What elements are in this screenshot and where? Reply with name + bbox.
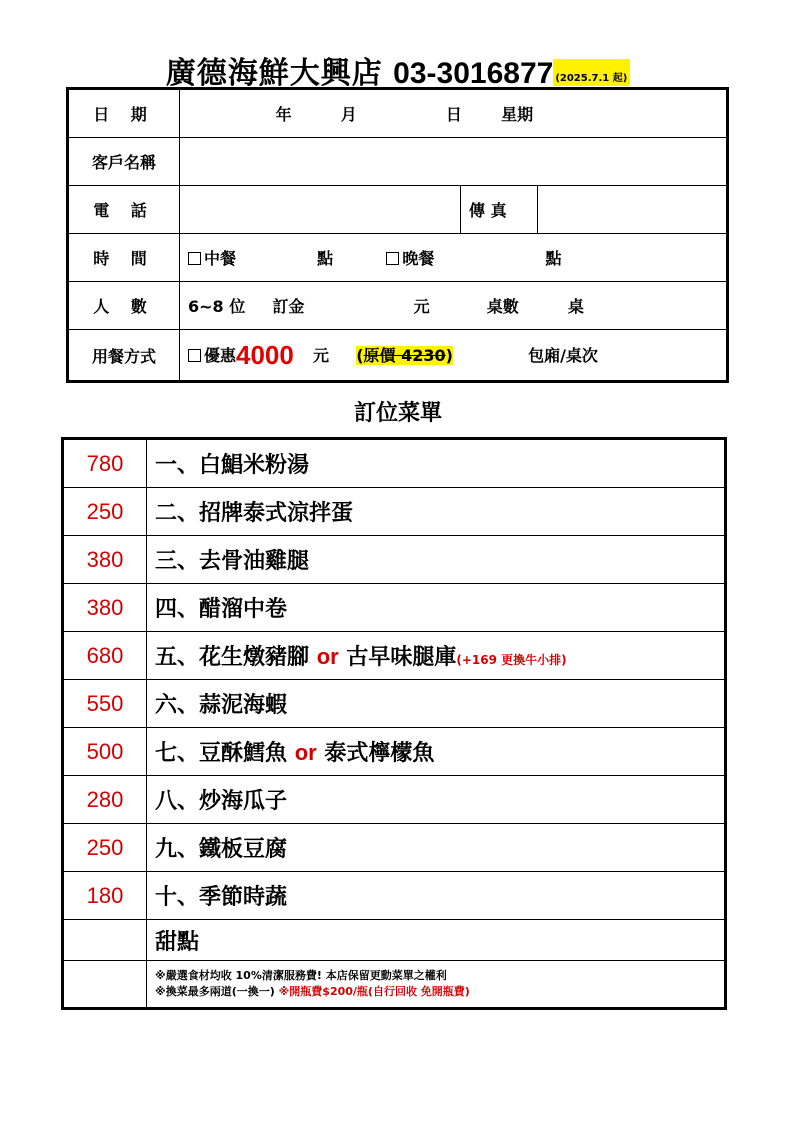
discount-price: 4000 xyxy=(236,339,294,370)
room-label: 包廂/桌次 xyxy=(528,345,598,365)
order-form xyxy=(66,87,729,383)
time-label: 時 間 xyxy=(68,234,180,282)
date-label: 日 期 xyxy=(68,89,180,138)
fax-field[interactable] xyxy=(538,186,728,234)
menu-row xyxy=(63,728,726,776)
menu-notes-row xyxy=(63,961,726,1009)
menu-price: 250 xyxy=(63,488,147,536)
menu-dish: 四、醋溜中卷 xyxy=(147,584,726,632)
menu-row xyxy=(63,536,726,584)
dinner-label: 晚餐 xyxy=(402,249,435,268)
restaurant-title xyxy=(0,48,796,92)
form-row-customer xyxy=(68,138,728,186)
menu-notes xyxy=(147,961,726,1009)
menu-dish: 一、白鯧米粉湯 xyxy=(147,439,726,488)
menu-row xyxy=(63,680,726,728)
original-price: (原價 4230) xyxy=(356,345,453,365)
menu-dish: 甜點 xyxy=(147,920,726,961)
dinner-point-label: 點 xyxy=(545,249,562,268)
discount-checkbox[interactable] xyxy=(188,349,201,362)
menu-price: 380 xyxy=(63,536,147,584)
menu-dish-with-option: 七、豆酥鱈魚 or 泰式檸檬魚 xyxy=(147,728,726,776)
menu-dish-with-option: 五、花生燉豬腳 or 古早味腿庫(+169 更換牛小排) xyxy=(147,632,726,680)
menu-price: 680 xyxy=(63,632,147,680)
phone-label: 電 話 xyxy=(68,186,180,234)
menu-dish: 十、季節時蔬 xyxy=(147,872,726,920)
discount-label: 優惠 xyxy=(204,345,237,365)
people-label: 人 數 xyxy=(68,282,180,330)
menu-price: 380 xyxy=(63,584,147,632)
menu-dish: 九、鐵板豆腐 xyxy=(147,824,726,872)
weekday-label: 星期 xyxy=(501,105,534,124)
people-field xyxy=(180,282,728,330)
notes-empty-cell xyxy=(63,961,147,1009)
menu-row xyxy=(63,584,726,632)
note-line-1: ※嚴選食材均收 10%清潔服務費! 本店保留更動菜單之權利 xyxy=(155,969,447,982)
note-line-2: ※換菜最多兩道(一換一) ※開瓶費$200/瓶(自行回收 免開瓶費) xyxy=(155,985,470,998)
price-unit: 元 xyxy=(313,345,330,365)
menu-price: 780 xyxy=(63,439,147,488)
lunch-checkbox[interactable] xyxy=(188,252,201,265)
menu-price: 500 xyxy=(63,728,147,776)
customer-field[interactable] xyxy=(180,138,728,186)
menu-price xyxy=(63,920,147,961)
fax-label: 傳 真 xyxy=(461,186,538,234)
date-field[interactable] xyxy=(180,89,728,138)
restaurant-phone: 03-3016877 xyxy=(393,57,554,90)
menu-row xyxy=(63,439,726,488)
day-label: 日 xyxy=(445,105,462,124)
customer-label: 客戶名稱 xyxy=(68,138,180,186)
effective-date-badge: (2025.7.1 起) xyxy=(553,59,630,86)
menu-price: 180 xyxy=(63,872,147,920)
restaurant-name: 廣德海鮮大興店 xyxy=(165,56,383,91)
deposit-label: 訂金 xyxy=(272,297,305,316)
menu-price: 250 xyxy=(63,824,147,872)
menu-dish: 六、蒜泥海蝦 xyxy=(147,680,726,728)
lunch-point-label: 點 xyxy=(317,249,334,268)
dining-field xyxy=(180,330,728,382)
menu-row xyxy=(63,632,726,680)
tables-label: 桌數 xyxy=(486,297,519,316)
menu-row xyxy=(63,776,726,824)
time-field xyxy=(180,234,728,282)
people-range: 6~8 位 xyxy=(188,297,246,316)
dining-label: 用餐方式 xyxy=(68,330,180,382)
menu-row xyxy=(63,872,726,920)
menu-row xyxy=(63,488,726,536)
deposit-unit: 元 xyxy=(413,297,430,316)
menu-row xyxy=(63,920,726,961)
form-row-time xyxy=(68,234,728,282)
form-row-people xyxy=(68,282,728,330)
menu-dish: 二、招牌泰式涼拌蛋 xyxy=(147,488,726,536)
month-label: 月 xyxy=(340,105,357,124)
menu-dish: 八、炒海瓜子 xyxy=(147,776,726,824)
menu-price: 550 xyxy=(63,680,147,728)
form-row-phone xyxy=(68,186,728,234)
form-row-dining xyxy=(68,330,728,382)
year-label: 年 xyxy=(275,105,292,124)
menu-row xyxy=(63,824,726,872)
dinner-checkbox[interactable] xyxy=(386,252,399,265)
form-row-date xyxy=(68,89,728,138)
upgrade-note: (+169 更換牛小排) xyxy=(456,653,567,667)
menu-title: 訂位菜單 xyxy=(353,401,442,426)
menu-price: 280 xyxy=(63,776,147,824)
menu-dish: 三、去骨油雞腿 xyxy=(147,536,726,584)
phone-field[interactable] xyxy=(180,186,461,234)
menu-table xyxy=(61,437,727,1010)
tables-unit: 桌 xyxy=(567,297,584,316)
lunch-label: 中餐 xyxy=(204,249,237,268)
